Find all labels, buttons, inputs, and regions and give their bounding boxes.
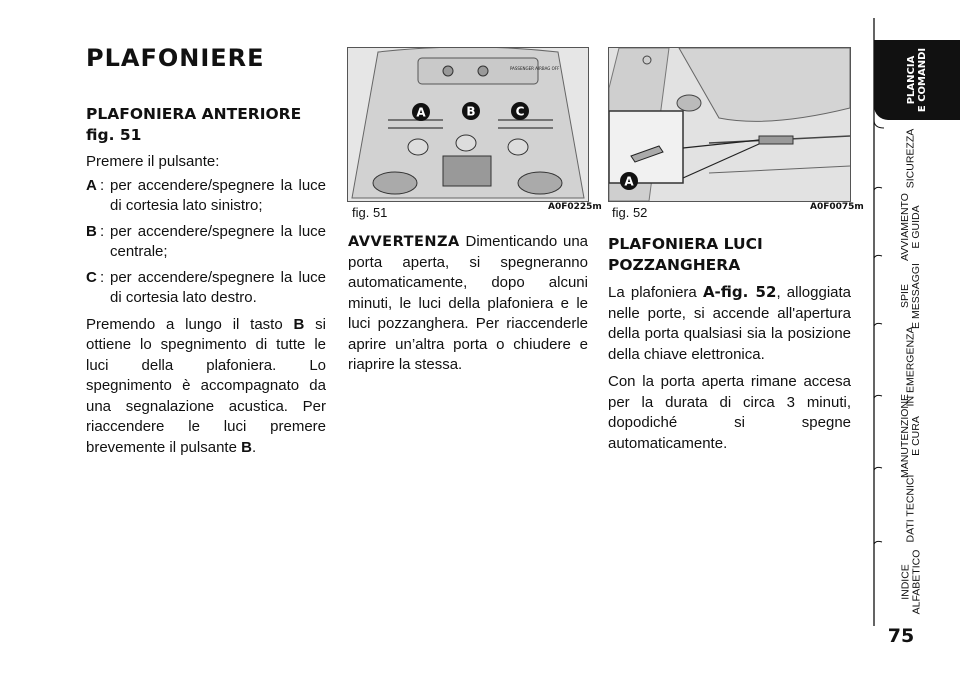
column-warning xyxy=(348,232,588,376)
figure-reference: A-fig. 52 xyxy=(702,283,777,301)
tab-label: SICUREZZA xyxy=(904,128,917,188)
section-heading-front-light xyxy=(86,104,326,146)
warning-label: AVVERTENZA xyxy=(348,234,460,250)
list-key: A xyxy=(86,176,97,194)
key-b: B xyxy=(293,315,305,333)
puddle-light-paragraph-2: Con la porta aperta rimane accesa per la durata di circa 3 minuti, dopodiché si spegne automaticamente. xyxy=(608,373,851,452)
label-b-marker xyxy=(462,102,480,120)
figure-52-caption: fig. 52 xyxy=(612,205,648,220)
column-front-light xyxy=(86,104,326,458)
tab-label: IN EMERGENZA xyxy=(904,326,917,406)
list-text: per accendere/spegnere la luce centrale; xyxy=(110,222,326,260)
puddle-light-paragraph-1: La plafoniera A-fig. 52, alloggiata nelle porte, si accende all'apertura della porta qualsiasi sia la posizione della chiave elettronica. xyxy=(608,283,852,363)
figure-51-code: A0F0225m xyxy=(548,202,602,212)
tab-label: AVVIAMENTO E GUIDA xyxy=(898,193,922,261)
page-number: 75 xyxy=(887,625,915,647)
label-a: A xyxy=(416,105,426,120)
tab-dati-tecnici[interactable] xyxy=(876,474,946,542)
figure-52-code: A0F0075m xyxy=(810,202,864,212)
label-a-marker xyxy=(620,172,638,190)
tab-in-emergenza[interactable] xyxy=(876,326,946,406)
door-light-illustration xyxy=(609,48,850,201)
list-item-c: C : per accendere/spegnere la luce di cortesia lato destro. xyxy=(86,268,326,309)
tab-indice-alfabetico[interactable] xyxy=(876,548,946,616)
list-text: per accendere/spegnere la luce di cortesia lato destro. xyxy=(110,268,326,306)
label-b: B xyxy=(466,104,476,119)
ceiling-light-illustration xyxy=(348,48,588,201)
tab-spie-e-messaggi[interactable] xyxy=(876,262,946,330)
label-a-marker xyxy=(412,103,430,121)
tab-label: INDICE ALFABETICO xyxy=(899,549,922,615)
key-b: B xyxy=(241,438,252,456)
heading-line: PLAFONIERA LUCI xyxy=(608,235,763,253)
label-c: C xyxy=(515,104,525,119)
airbag-off-text: PASSENGER AIRBAG OFF xyxy=(510,66,560,71)
figure-51-caption: fig. 51 xyxy=(352,205,388,220)
tab-label: MANUTENZIONE E CURA xyxy=(899,394,922,478)
section-heading-puddle-light xyxy=(608,234,851,276)
long-press-paragraph: Premendo a lungo il tasto B si ottiene lo spegnimento di tutte le luci della plafoniera. Lo spegnimento è accompagnato da una segnalazione acustica. Per riaccendere le luci premere brevemente il pulsante B. xyxy=(86,315,327,456)
figure-52-image xyxy=(608,47,851,202)
label-c-marker xyxy=(511,102,529,120)
list-text: per accendere/spegnere la luce di cortesia lato sinistro; xyxy=(110,176,326,214)
warning-text: Dimenticando una porta aperta, si spegneranno automaticamente, dopo alcuni minuti, le luci della plafoniera e le luci pozzanghera. Per riaccenderle aprire un’altra porta o chiudere e riaprire la stessa. xyxy=(348,233,588,373)
heading-fig-ref: fig. 51 xyxy=(86,126,142,144)
column-puddle-light xyxy=(608,234,851,454)
list-key: B xyxy=(86,222,97,240)
tab-label: PLANCIA E COMANDI xyxy=(905,47,928,113)
tab-label: DATI TECNICI xyxy=(904,474,917,542)
label-a: A xyxy=(624,174,634,189)
heading-line: PLAFONIERA ANTERIORE xyxy=(86,105,302,123)
intro-text: Premere il pulsante: xyxy=(86,153,220,170)
tab-manutenzione-e-cura[interactable] xyxy=(876,394,946,478)
tab-sicurezza[interactable] xyxy=(876,124,946,192)
list-item-b: B : per accendere/spegnere la luce centrale; xyxy=(86,222,326,263)
button-list xyxy=(86,176,326,309)
warning-paragraph xyxy=(348,232,588,376)
tab-label: SPIE E MESSAGGI xyxy=(899,263,922,329)
page-title: PLAFONIERE xyxy=(86,44,265,72)
list-key: C xyxy=(86,268,97,286)
list-item-a: A : per accendere/spegnere la luce di cortesia lato sinistro; xyxy=(86,176,326,217)
chapter-sidebar xyxy=(862,0,960,692)
tab-avviamento-e-guida[interactable] xyxy=(876,193,946,261)
heading-line: POZZANGHERA xyxy=(608,256,741,274)
figure-51-image xyxy=(347,47,589,202)
tab-plancia-e-comandi[interactable] xyxy=(874,40,960,120)
